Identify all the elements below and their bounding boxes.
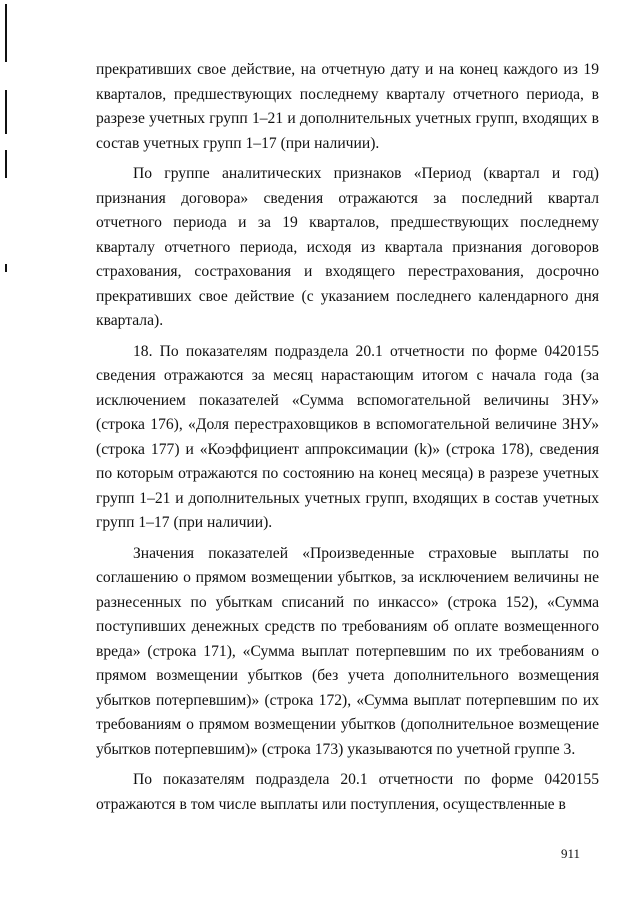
margin-mark: [5, 4, 7, 62]
margin-mark: [5, 264, 7, 272]
paragraph-continuation: прекративших свое действие, на отчетную дату и на конец каждого из 19 кварталов, предшествующих последнему кварталу отчетного периода, в разрезе учетных групп 1–21 и дополнительных учетных групп, входящих в состав учетных групп 1–17 (при наличии).: [96, 61, 599, 152]
margin-mark: [5, 150, 7, 178]
margin-mark: [5, 90, 7, 134]
document-body: [96, 58, 599, 817]
paragraph-indicator-values: Значения показателей «Произведенные страховые выплаты по соглашению о прямом возмещении убытков, за исключением величины не разнесенных по убыткам списаний по инкассо» (строка 152), «Сумма поступивших денежных средств по требованиям об оплате возмещенного вреда» (строка 171), «Сумма выплат потерпевшим по их требованиям о прямом возмещении убытков (без учета дополнительного возмещения убытков потерпевшим)» (строка 172), «Сумма выплат потерпевшим по их требованиям о прямом возмещении убытков (дополнительное возмещение убытков потерпевшим)» (строка 173) указываются по учетной группе 3.: [96, 544, 599, 758]
page-number: 911: [561, 846, 581, 861]
paragraph-item-18: 18. По показателям подраздела 20.1 отчетности по форме 0420155 сведения отражаются за месяц нарастающим итогом с начала года (за исключением показателей «Сумма вспомогательной величины ЗНУ» (строка 176), «Доля перестраховщиков в вспомогательной величине ЗНУ» (строка 177) и «Коэффициент аппроксимации (k)» (строка 178), сведения по которым отражаются по состоянию на конец месяца) в разрезе учетных групп 1–21 и дополнительных учетных групп, входящих в состав учетных групп 1–17 (при наличии).: [96, 342, 599, 531]
paragraph-subsection-20-1: По показателям подраздела 20.1 отчетности по форме 0420155 отражаются в том числе выплаты или поступления, осуществленные в: [96, 771, 599, 813]
paragraph-analytical-period: По группе аналитических признаков «Период (квартал и год) признания договора» сведения отражаются за последний квартал отчетного периода и за 19 кварталов, предшествующих последнему кварталу отчетного периода, исходя из квартала признания договоров страхования, сострахования и входящего перестрахования, досрочно прекративших свое действие (с указанием последнего календарного дня квартала).: [96, 165, 599, 329]
